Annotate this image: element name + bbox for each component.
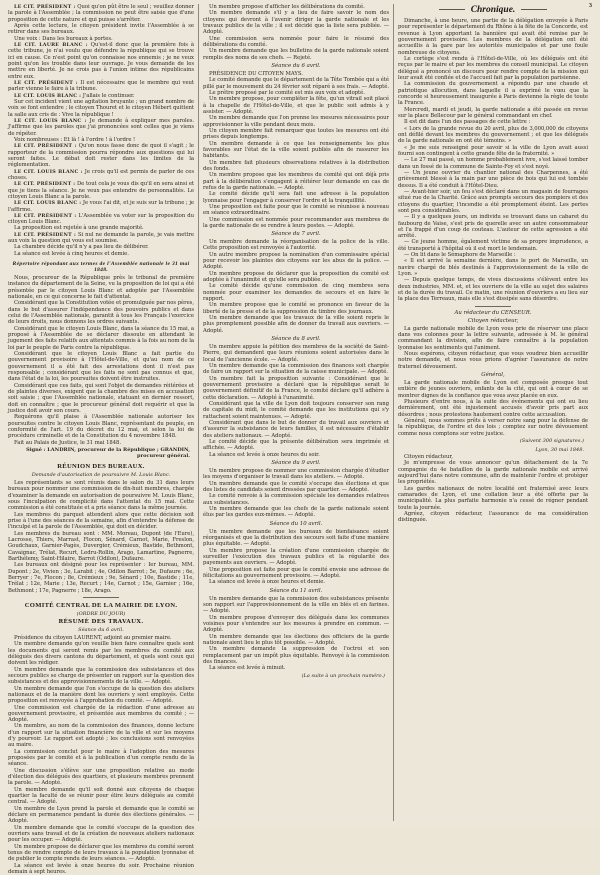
- paragraph-text: Un membre propose la création d'une commission chargée de surveiller l'exécution des travaux publics et la régularité des payements aux ouvriers. — Adopté.: [203, 547, 389, 567]
- speaker-label: LE CIT. PRÉSIDENT :: [14, 212, 77, 219]
- session-heading: Séance du 6 avril.: [271, 62, 321, 69]
- paragraph: [203, 77, 389, 90]
- paragraph: [8, 667, 194, 686]
- section-heading: RÉUNION DES BUREAUX.: [57, 462, 145, 470]
- paragraph-text: Général, nous sommes prêts à verser notre sang pour la défense de la république, de l'ordre et des lois ; comptez sur notre dévouement comme nous comptons sur votre justice.: [398, 418, 588, 437]
- paragraph-text: Plusieurs d'entre nous, à la suite des événements qui ont eu lieu dernièrement, ont été injustement accusés d'avoir pris part aux désordres ; nous protestons hautement contre cette accusation.: [398, 399, 588, 418]
- paragraph-text: Un membre propose d'afficher les délibérations du comité.: [209, 4, 365, 10]
- paragraph: [203, 302, 389, 315]
- paragraph-group: [203, 344, 389, 458]
- paragraph-group: [398, 18, 588, 303]
- speaker-label: LE CIT. LOUIS BLANC :: [14, 168, 83, 175]
- paragraph-group: [8, 275, 194, 446]
- paragraph-text: « Je me suis renseigné pour savoir si la ville de Lyon avait aussi fourni son contingent à cette grande fête de la fraternité. »: [398, 144, 588, 157]
- paragraph-text: L'Assemblée va voter sur la proposition du citoyen Louis Blanc.: [8, 212, 194, 226]
- paragraph-text: Une voix : Dans les bureaux à portes.: [14, 35, 113, 42]
- paragraph-text: Un membre fait la proposition suivante : Considérant que le gouvernement provisoire a déclaré que la république serait le gouvernement définitif de la France, le comité déclare qu'il adhère à cette déclaration. — Adopté à l'unanimité.: [203, 375, 389, 401]
- title-ornament: [439, 9, 465, 10]
- paragraph-text: Mercredi, mardi et jeudi, la garde nationale a été passée en revue sur la place Bellecour par le général commandant en chef.: [398, 106, 588, 119]
- paragraph-text: Un membre demande la réorganisation de la police de la ville. Cette proposition est renvoyée à l'autorité.: [203, 239, 389, 252]
- paragraph: [8, 480, 194, 512]
- paragraph: [398, 277, 588, 302]
- paragraph: [203, 579, 389, 585]
- paragraph-text: Après cette lecture, le citoyen président invite l'Assemblée à se retirer dans ses bureaux.: [8, 22, 194, 36]
- paragraph-text: Les gardes nationaux de notre localité ont fraternisé avec leurs camarades de Lyon, et une collation leur a été offerte par la municipalité. La plus parfaite harmonie n'a cessé de régner pendant toute la journée.: [398, 485, 588, 511]
- paragraph-text: Je m'empresse de vous annoncer qu'un détachement de la 7e compagnie du 4e bataillon de la garde nationale mobile est arrivé aujourd'hui dans notre commune, afin de maintenir l'ordre et protéger les propriétés.: [398, 460, 588, 486]
- paragraph-text: La séance est levée à onze heures et demie.: [209, 579, 325, 586]
- paragraph-text: Un membre demande à ce que les renseignements les plus favorables sur l'état de la ville soient publiés afin de rassurer les habitants.: [203, 140, 389, 160]
- date-line: Lyon, 30 mai 1848.: [535, 447, 584, 454]
- paragraph-text: Considérant que la ville de Lyon doit toujours conserver son rang de capitale du midi, le comité demande que les institutions qui s'y rattachent soient maintenues. — Adopté.: [203, 401, 389, 420]
- paragraph: [8, 300, 194, 325]
- paragraph: [203, 363, 389, 376]
- paragraph-text: Un membre de Lyon prend la parole et demande que le comité se déclare en permanence pendant la durée des élections générales. — Adopté.: [8, 805, 194, 825]
- paragraph: [398, 170, 588, 189]
- paragraph-text: Le prêtre proposé par le comité est mis aux voix et adopté.: [209, 89, 365, 96]
- speaker-label: LE CIT. LAURE BLANC :: [14, 41, 88, 48]
- paragraph: [8, 749, 194, 768]
- paragraph-text: Nous espérons, citoyen rédacteur, que vous voudrez bien accueillir notre demande, et nous vous prions d'agréer l'assurance de notre fraternel dévouement.: [398, 351, 588, 370]
- paragraph: [398, 214, 588, 239]
- speaker-label: LE CIT. PRÉSIDENT :: [14, 181, 76, 188]
- continuation-note: (La suite à un prochain numéro.): [301, 672, 385, 679]
- paragraph-text: La chambre décide qu'il n'y a pas lieu de délibérer.: [14, 244, 149, 251]
- column-middle: [203, 4, 389, 821]
- paragraph-text: Qu'on nous fasse donc de quoi il s'agit ; le rapporteur de la commission pourra répondre aux questions qui lui seront faites. Le débat doit rester dans les limites de la réglementation.: [8, 143, 195, 169]
- paragraph-text: Le comité demande que le département de la Tête Tombée qui a été pillé par le mouvement du 24 février soit réparé à ses frais. — Adopté.: [203, 77, 389, 90]
- paragraph-group: [8, 4, 194, 257]
- paragraph: [8, 440, 194, 446]
- paragraph-text: Un membre demande que les bureaux de bienfaisance soient réorganisés et que la distribution des secours soit faite d'une manière plus équitable. — Adopté.: [203, 528, 389, 548]
- paragraph-text: Le comité renvoie à la commission spéciale les demandes relatives aux subsistances.: [203, 493, 389, 506]
- paragraph: [203, 634, 389, 647]
- paragraph: [203, 596, 389, 615]
- paragraph-text: La séance est levée à minuit.: [209, 665, 286, 672]
- session-heading: Séance du 7 avril.: [271, 231, 321, 238]
- session-heading: Séance du 8 avril.: [271, 336, 321, 343]
- paragraph-text: Considérant que le citoyen Louis Blanc a fait partie du gouvernement provisoire à l'Hôtel-de-Ville, et qu'au nom de ce gouvernement il a été fait des arrestations dont il n'est pas responsable ; considérant que les faits ne sont pas connus et que, dans l'état de la loi, les poursuites doivent être instruites.: [8, 351, 194, 383]
- paragraph: [8, 531, 194, 563]
- paragraph-text: Je vous l'ai dit, et je suis sur la tribune ; je l'affirme.: [8, 200, 194, 213]
- paragraph-group: [203, 468, 389, 519]
- section-heading: RÉSUMÉ DES TRAVAUX.: [58, 618, 144, 625]
- paragraph: [8, 80, 194, 93]
- paragraph-text: La séance est levée à onze heures du soir. Prochaine réunion demain à sept heures.: [8, 862, 194, 875]
- paragraph-text: Si nul ne demande la parole, je vais mettre aux voix la question qui vous est soumise.: [8, 231, 195, 245]
- paragraph: [203, 191, 389, 204]
- paragraph-group: [203, 239, 389, 334]
- separator: [83, 597, 119, 598]
- speaker-label: LE CIT. PRÉSIDENT :: [14, 79, 78, 86]
- paragraph-text: — Il y a quelques jours, un individu se trouvant dans un cabaret du faubourg de Vaise, s'est pris de querelle avec un autre consommateur et l'a frappé d'un coup de couteau. L'auteur de cette agression a été arrêté.: [398, 214, 588, 240]
- paragraph-text: Un membre demande que les bulletins de la garde nationale soient remplis des noms de ses chefs. — Rejeté.: [203, 48, 389, 61]
- paragraph: [8, 686, 194, 705]
- paragraph: [203, 665, 389, 671]
- paragraph-text: Un membre propose d'envoyer des délégués dans les communes voisines pour s'entendre sur les mesures à prendre en commun. — Adopté.: [203, 614, 389, 634]
- paragraph-text: La commission conclut pour le maire à l'adoption des mesures proposées par le comité et à la publication d'un compte rendu de la séance.: [8, 748, 194, 768]
- paragraph-text: Un membre demande la suppression de l'octroi et son remplacement par un impôt plus équitable. Renvoyé à la commission des finances.: [203, 646, 389, 665]
- paragraph-text: Un membre demande qu'il soit donné aux citoyens de chaque quartier la faculté de se réunir pour élire leurs délégués au comité central. — Adopté.: [8, 786, 194, 806]
- speaker-label: LE CIT. LOUIS BLANC :: [14, 92, 82, 99]
- paragraph-text: Citoyen rédacteur,: [404, 454, 453, 461]
- paragraph-text: La garde nationale mobile de Lyon est composée presque tout entière de jeunes ouvriers, enfants de la cité, qui ont à cœur de se montrer dignes de la confiance que vous avez placée en eux.: [398, 380, 588, 399]
- paragraph: [203, 252, 389, 271]
- column-divider: [198, 4, 199, 821]
- paragraph: [203, 115, 389, 128]
- paragraph: [8, 863, 194, 875]
- paragraph: [8, 705, 194, 724]
- paragraph: [398, 351, 588, 370]
- paragraph-group: [8, 635, 194, 875]
- paragraph-text: « Lors de la grande revue du 20 avril, plus de 3,000,000 de citoyens ont défilé devant les membres du gouvernement ; et que les délégués de la garde nationale en ont été témoins. »: [398, 125, 588, 145]
- paragraph-text: Un membre demande que l'on prenne les mesures nécessaires pour approvisionner la ville pendant deux mois.: [203, 115, 389, 128]
- paragraph-text: Un membre demande que la commission des finances soit chargée de faire un rapport sur la situation de la caisse municipale. — Adopté.: [203, 363, 389, 376]
- paragraph-text: Requérons qu'il plaise à l'Assemblée nationale autoriser les poursuites contre le citoyen Louis Blanc, représentant du peuple, en conformité de l'art. 19 du décret du 12 mai, et selon la loi de procédure criminelle et de la Constitution du 4 novembre 1848.: [8, 414, 194, 440]
- paragraph-text: La séance est levée à cinq heures et demie.: [14, 250, 129, 257]
- paragraph: [203, 420, 389, 439]
- paragraph-text: Nous, procureur de la République près le tribunal de première instance du département de la Seine, vu la proposition de loi qui a été présentée par le citoyen Louis Blanc et adoptée par l'Assemblée nationale, en ce qui concerne le fait d'attentat.: [8, 275, 194, 301]
- paragraph: [8, 351, 194, 383]
- paragraph-text: Le comité décide qu'une commission de cinq membres sera nommée pour examiner les demandes de secours et en faire le rapport.: [203, 283, 389, 303]
- paragraph: [398, 460, 588, 485]
- paragraph: [203, 646, 389, 665]
- paragraph-text: Le comité décide que la présente délibération sera imprimée et affichée. — Adopté.: [203, 439, 389, 452]
- paragraph-text: Considérant que dans le but de donner du travail aux ouvriers et d'assurer la subsistance de leurs familles, il est nécessaire d'établir des ateliers nationaux. — Adopté.: [203, 420, 389, 439]
- paragraph: [8, 641, 194, 666]
- paragraph: [203, 376, 389, 401]
- paragraph-text: Il est dit dans l'un des passages de cette lettre :: [404, 119, 531, 126]
- paragraph: [398, 107, 588, 120]
- paragraph-text: Le cortège s'est rendu à l'Hôtel-de-Ville, où les délégués ont été reçus par le maire et par les membres du conseil municipal. Le citoyen délégué a prononcé un discours pour rendre compte de la mission qui leur avait été confiée et de l'accueil fait par la population parisienne.: [398, 55, 588, 81]
- paragraph: [398, 126, 588, 145]
- paragraph-text: Je demande à expliquer mes paroles. J'affirme que les paroles que j'ai prononcées sont celles que je viens de répéter.: [8, 117, 195, 137]
- paragraph: [203, 239, 389, 252]
- paragraph: [8, 326, 194, 351]
- paragraph-text: Un membre demande s'il y a lieu de faire savoir le nom des citoyens qui devront à l'avenir diriger la garde nationale et les travaux publics de la ville ; il est décidé que la liste sera publiée. — Adopté.: [203, 10, 389, 36]
- paragraph-text: Considérant que la Constitution votée et promulguée par nos pères, dans le but d'assurer l'indépendance des pouvoirs publics et dans celui de l'Assemblée nationale, garantit à tous les Français l'exercice de leurs droits, nous donnons les ordres suivants.: [8, 300, 194, 326]
- paragraph-text: Les bureaux ont désigné pour les représenter : Ier bureau, MM. Dupont ; 2e, Vivien ; 3e, Larabit ; 4e, Odilon Barrot ; 5e, Dufaure ; 6e, Berryer ; 7e, Flocon ; 8e, Crémieux ; 9e, Sénard ; 10e, Bastide ; 11e, Trélat ; 12e, Marie ; 13e, Recurt ; 14e, Carnot ; 15e, Garnier ; 16e, Bethmont ; 17e, Pagnerre ; 18e, Arago.: [8, 562, 194, 594]
- paragraph-group: [203, 529, 389, 586]
- paragraph-text: Un membre propose, pour compléter la fête, qu'un vitrail soit placé à la chapelle de l'Hôtel-de-Ville, et que le public soit admis à y assister. — Adopté.: [203, 96, 389, 115]
- paragraph: [398, 380, 588, 399]
- paragraph-text: La garde nationale mobile de Lyon vous prie de réserver une place dans vos colonnes pour la lettre suivante, adressée à M. le général commandant la division, afin de faire connaître à la population lyonnaise les sentiments qui l'animent.: [398, 325, 588, 351]
- paragraph-text: Un membre propose de nommer une commission chargée d'étudier les moyens d'organiser le travail dans les ateliers. — Adopté.: [203, 467, 389, 481]
- signature: Signé : LANDRIN, procureur de la République ; GRANDIN, procureur général.: [26, 446, 190, 459]
- paragraph: [8, 181, 194, 200]
- paragraph-text: Dimanche, à une heure, une partie de la délégation envoyée à Paris pour représenter le département du Rhône à la fête de la Concorde, est revenue à Lyon apportant la bannière qui avait été remise par le gouvernement provisoire. Les membres de la délégation ont été accueillis à la gare par les autorités municipales et par une foule nombreuse de citoyens.: [398, 18, 588, 56]
- title-ornament: [521, 9, 547, 10]
- paragraph-text: — Un jeune ouvrier du chantier national des Charpennes, a été grièvement blessé à la main par une pièce de bois qui lui est tombée dessus. Il a été conduit à l'Hôtel-Dieu.: [398, 169, 588, 189]
- paragraph-text: Les représentants se sont réunis dans le salon du 31 dans leurs bureaux pour nommer une commission de dix-huit membres, chargée d'examiner la demande en autorisation de poursuivre M. Louis Blanc, sous l'inculpation de complicité dans l'attentat du 15 mai. Cette commission a été constituée et a pris séance dans la même journée.: [8, 479, 194, 512]
- column-right: [398, 4, 588, 821]
- paragraph-text: Présidence du citoyen LAURENT, adjoint au premier maire.: [14, 634, 172, 641]
- paragraph-text: Un membre demande que le comité s'occupe de la question des ouvriers sans travail et de la création de nouveaux ateliers nationaux pour les occuper. — Adopté.: [8, 824, 194, 844]
- paragraph: [203, 217, 389, 230]
- paragraph: [398, 486, 588, 511]
- paragraph-group: [398, 326, 588, 370]
- paragraph: [8, 23, 194, 36]
- paragraph: [8, 414, 194, 439]
- paragraph: [398, 239, 588, 252]
- paragraph: [398, 56, 588, 81]
- paragraph: [203, 452, 389, 458]
- paragraph-text: La séance est levée à onze heures du soir.: [209, 451, 320, 458]
- chronique-title-text: Chronique.: [470, 5, 516, 15]
- paragraph-text: Une proposition est faite pour que le comité se réunisse à nouveau en séance extraordinaire.: [203, 203, 389, 217]
- paragraph-text: Un membre demande que les travaux de la ville soient repris le plus promptement possible afin de donner du travail aux ouvriers. — Adopté.: [203, 315, 389, 334]
- paragraph: [203, 172, 389, 191]
- paragraph-text: Considérant que le citoyen Louis Blanc, dans la séance du 15 mai, a proposé à l'Assemblée de se déclarer dissoute en attendant le jugement des faits relatifs aux attentats commis à la fois au nom de la loi par le peuple de Paris contre la république.: [8, 325, 194, 351]
- paragraph-text: Un autre membre propose la nomination d'un commissaire spécial pour recevoir les plaintes des citoyens sur les abus de la police. — Adopté.: [203, 251, 389, 271]
- paragraph-text: Une commission est nommée pour recommander aux membres de la garde nationale de se rendre à leurs postes. — Adopté.: [203, 216, 389, 229]
- paragraph: [8, 213, 194, 226]
- paragraph: [8, 99, 194, 118]
- paragraph-text: — Ce jeune homme, également victime de sa propre imprudence, a été transporté à l'hôpital où il est mort le lendemain.: [398, 239, 588, 252]
- paragraph-group: [398, 380, 588, 437]
- paragraph-text: Le comité décide qu'il sera fait une adresse à la population lyonnaise pour l'engager à conserver l'ordre et la tranquillité.: [203, 191, 389, 204]
- paragraph: [203, 548, 389, 567]
- paragraph: [8, 169, 194, 182]
- paragraph: [203, 439, 389, 452]
- paragraph-text: — Le 27 mai passé, un homme probablement ivre, s'est laissé tomber dans un fossé de la commune de Sainte-Foy et s'est noyé.: [398, 157, 588, 170]
- paragraph-text: Un membre fait plusieurs observations relatives à la distribution des fonds.: [203, 159, 389, 172]
- paragraph-text: Un membre demande que la commission des subsistances présente son rapport sur l'approvisionnement de la ville en blés et en farines. — Adopté.: [203, 595, 389, 615]
- paragraph: [203, 615, 389, 634]
- paragraph: [8, 200, 194, 213]
- paragraph: [203, 529, 389, 548]
- paragraph: [203, 36, 389, 49]
- column-left: [8, 4, 195, 875]
- speaker-label: LE CIT. PRÉSIDENT :: [14, 4, 76, 10]
- paragraph-text: Un membre demande que les chefs de la garde nationale soient élus par les gardes eux-mêmes. — Adopté.: [203, 505, 389, 519]
- separator: [475, 306, 511, 307]
- paragraph: [8, 844, 194, 863]
- paragraph: [8, 275, 194, 300]
- paragraph-text: Voix nombreuses : Et là ! à l'ordre ! à l'ordre !: [14, 136, 136, 143]
- paragraph: [398, 511, 588, 524]
- paragraph: [8, 251, 194, 257]
- paragraph: [203, 204, 389, 217]
- paragraph: [398, 326, 588, 351]
- session-heading: Séance du 11 avril.: [269, 587, 323, 594]
- paragraph: [398, 18, 588, 56]
- letter-salutation: Citoyen rédacteur,: [467, 317, 519, 324]
- speaker-label: LE CIT. PRÉSIDENT :: [14, 143, 77, 150]
- paragraph-text: Un membre propose que le comité se prononce en faveur de la liberté de la presse et de la suppression du timbre des journaux.: [203, 302, 389, 315]
- paragraph: [398, 157, 588, 170]
- paragraph: [8, 512, 194, 531]
- paragraph-text: Fait au Palais de Justice, le 31 mai 1848.: [14, 439, 121, 446]
- letter-signatures: (Suivent 300 signatures.): [519, 438, 584, 445]
- session-heading: Séance du 10 avril.: [269, 520, 323, 527]
- chronique-title: [398, 5, 588, 15]
- section-subheading: (ORDRE DU JOUR): [76, 610, 126, 617]
- paragraph: [8, 806, 194, 825]
- paragraph-text: Un membre demande que le comité s'occupe des élections et que des listes de candidats soient dressées par quartier. — Adopté.: [203, 480, 389, 493]
- paragraph: [8, 723, 194, 748]
- paragraph: [203, 96, 389, 115]
- letter-greeting: Général,: [481, 372, 505, 379]
- paragraph: [8, 232, 194, 245]
- paragraph: [203, 10, 389, 35]
- paragraph: [203, 401, 389, 420]
- paragraph-group: [203, 71, 389, 229]
- paragraph: [8, 118, 194, 137]
- section-subheading: Demande d'autorisation de poursuivre M. Louis Blanc.: [31, 471, 171, 478]
- paragraph-text: La commission du gouvernement a répondu par une chaude et patriotique allocution, dans laquelle il a exprimé le vœu que la concorde si heureusement inaugurée à Paris devienne la règle de toute la France.: [398, 81, 588, 107]
- paragraph-text: Un membre, au nom de la commission des finances, donne lecture d'un rapport sur la situation financière de la ville et sur les moyens d'y pourvoir. Le rapport est adopté ; les conclusions sont renvoyées au maire.: [8, 723, 194, 749]
- paragraph: [203, 283, 389, 302]
- paragraph: [203, 160, 389, 173]
- paragraph: [203, 468, 389, 481]
- paragraph-text: La proposition est rejetée à une grande majorité.: [14, 225, 144, 232]
- paragraph-text: Un membre propose de déclarer que les membres du comité seront tenus de rendre compte de leurs travaux à la population lyonnaise et de publier le compte rendu de leurs séances. — Adopté.: [8, 843, 194, 863]
- paragraph-text: Un membre demande que la commission des subsistances et des secours publics se charge de présenter un rapport sur la question des subsistances et des approvisionnements de la ville. — Adopté.: [8, 666, 194, 686]
- paragraph: [398, 189, 588, 214]
- paragraph: [8, 143, 194, 168]
- paragraph-text: Un membre appuie la pétition des membres de la société de Saint-Pierre, qui demandent que leurs réunions soient autorisées dans le local de l'ancienne école. — Adopté.: [203, 344, 389, 363]
- paragraph: [203, 481, 389, 494]
- paragraph: [8, 562, 194, 594]
- paragraph-text: Un membre demande que les élections des officiers de la garde nationale aient lieu le plus tôt possible. — Adopté.: [203, 633, 389, 646]
- paragraph: [398, 145, 588, 158]
- paragraph-text: Un membre propose de déclarer que la proposition du comité est adoptée à l'unanimité et qu'elle sera publiée.: [203, 270, 389, 284]
- paragraph-text: Agréez, citoyen rédacteur, l'assurance de ma considération distinguée.: [398, 510, 588, 524]
- paragraph-text: — On lit dans le Sémaphore de Marseille :: [404, 252, 516, 259]
- paragraph-text: Un membre demande qu'on veuille bien faire connaître quels sont les documents qui seront remis par les membres du comité aux délégués des divers cantons du département, et quels sont ceux qui doivent les rédiger.: [8, 641, 194, 667]
- paragraph: [203, 493, 389, 506]
- paragraph-text: Une discussion s'élève sur une proposition relative au mode d'élection des délégués des quartiers, et plusieurs membres prennent la parole. — Adopté.: [8, 767, 194, 787]
- page-number: 3: [589, 3, 592, 9]
- paragraph: [203, 506, 389, 519]
- paragraph-text: PRÉSIDENCE DU CITOYEN MAYS.: [209, 70, 303, 77]
- paragraph-text: Les membres du bureau sont : MM. Moreau, Dupont (de l'Eure), Lacrosse, Thiers, Marrast, Flocon, Sénard, Carnot, Marie, Freslon, Goudchaux, Garnier-Pagès, Duvergier, Crémieux, Bastide, Bethmont, Cavaignac, Trélat, Recurt, Ledru-Rollin, Arago, Lamartine, Pagnerre, Barthélemy, Saint-Hilaire, Barrot (Odilon), Dufaure.: [8, 530, 194, 562]
- paragraph-text: Une proposition est faite pour que le comité envoie une adresse de félicitations au gouvernement provisoire. — Adopté.: [203, 566, 389, 579]
- paragraph-group: [398, 454, 588, 524]
- paragraph: [8, 787, 194, 806]
- paragraph-text: De tout cela je vous dis qu'il en sera ainsi et que je tiens la séance. Je ne veux pas entendre de personnalités. Le citoyen Louis Blanc a la parole.: [8, 181, 195, 200]
- paragraph-text: — Avant-hier soir, un feu s'est déclaré dans un magasin de fourrages situé rue de la Charité. Grâce aux prompts secours des pompiers et des citoyens du quartier, l'incendie a été promptement éteint. Les pertes sont peu considérables.: [398, 188, 588, 214]
- paragraph: [8, 768, 194, 787]
- paragraph: [203, 48, 389, 61]
- paragraph-text: Il est nécessaire que le membre qui veut parler vienne le faire à la tribune.: [8, 79, 194, 93]
- speaker-label: LE CIT. LOUIS BLANC :: [14, 117, 87, 124]
- paragraph: [398, 399, 588, 418]
- section-subheading: Séance du 6 avril.: [78, 626, 124, 633]
- paragraph: [203, 128, 389, 141]
- paragraph: [8, 4, 194, 23]
- paragraph-text: Une commission est chargée de la rédaction d'une adresse au gouvernement provisoire, et présentée aux membres du comité ; — Adopté.: [8, 704, 194, 724]
- paragraph-text: Qu'est-il donc que la première fois à cette tribune, je n'ai voulu que défendre la république qui se trouve ici en cause. Ce n'est point qu'on connaisse nos ennemis ; je ne veux point qu'on les trouble dans leur ouvrage. Je vous demande de les mettre en liberté. Je ne crois pas à l'union intime des républicains entre eux.: [8, 41, 194, 80]
- paragraph-text: Considérant que ces faits, qui sont l'objet de demandes réitérées et de plaintes diverses, exigent que la chambre des mises en accusation soit saisie ; que l'Assemblée nationale, statuant en dernier ressort, doit en connaître ; que le procureur général doit requérir et que la justice doit avoir son cours.: [8, 382, 194, 415]
- paragraph: [203, 567, 389, 580]
- paragraph: [8, 825, 194, 844]
- speaker-label: LE CIT. LOUIS BLANC :: [14, 200, 82, 207]
- paragraph: [398, 258, 588, 277]
- paragraph: [8, 42, 194, 80]
- paragraph-group: [203, 4, 389, 61]
- section-heading: Répertoire répondant aux termes de l'Assemblée nationale le 31 mai 1848.: [12, 261, 190, 274]
- paragraph: [398, 81, 588, 106]
- paragraph-text: Une commission sera nommée pour faire le résumé des délibérations du comité.: [203, 35, 389, 48]
- paragraph-text: Je crois qu'il est permis de parler de ces choses.: [8, 168, 195, 181]
- paragraph-text: Les membres du parquet attendent alors que cette décision soit prise à l'une des séances de la semaine, afin d'entendre la défense de l'inculpé et la parole de l'Assemblée, qui doit en décider.: [8, 511, 194, 531]
- paragraph-group: [8, 480, 194, 594]
- paragraph: [398, 418, 588, 437]
- paragraph-text: Un citoyen membre fait remarquer que toutes les mesures ont été prises depuis longtemps.: [203, 127, 389, 141]
- paragraph-text: Quoi qu'on pût être le seul ; veuillez donner la parole à l'Assemblée ; la commission ne peut être saisie que d'une proposition de cette nature et qui puisse s'arrêter.: [8, 4, 194, 23]
- paragraph-text: Sur cet incident vient une agitation bruyante ; un grand nombre de voix se font entendre ; le citoyen Thouret et le citoyen Hébert quittent la salle aux cris de : Vive la république !: [8, 98, 194, 118]
- paragraph-group: [203, 596, 389, 672]
- paragraph: [203, 141, 389, 160]
- paragraph-text: Un membre propose que les membres du comité qui ont déjà pris part à la délibération s'engagent à réitérer leur demande en cas de refus de la garde nationale. — Adopté.: [203, 172, 389, 191]
- paragraph-text: J'allais le continuer.: [82, 92, 135, 99]
- speaker-label: LE CIT. PRÉSIDENT :: [14, 231, 77, 238]
- column-divider: [393, 4, 394, 821]
- session-heading: Séance du 9 avril.: [271, 459, 321, 466]
- paragraph-text: Un membre demande que l'on s'occupe de la question des ateliers nationaux et de la manière dont les ouvriers y sont employés. Cette proposition est renvoyée à l'approbation du comité. — Adopté.: [8, 685, 194, 705]
- paragraph: [8, 383, 194, 415]
- paragraph-text: — Depuis quelque temps, de vives discussions s'élèvent entre les deux industries, MM. et, et les ouvriers de la ville au sujet des salaires et de la durée du travail. Ce matin, une réunion d'ouvriers a eu lieu sur la place des Terreaux, mais elle s'est dissipée sans désordre.: [398, 277, 588, 303]
- paragraph: [203, 344, 389, 363]
- paragraph: [203, 271, 389, 284]
- section-heading: COMITÉ CENTRAL DE LA MAIRIE DE LYON.: [24, 601, 178, 609]
- letter-heading: Au rédacteur du CENSEUR.: [454, 309, 532, 316]
- paragraph-text: « Il est arrivé la semaine dernière, dans le port de Marseille, un navire chargé de blés destinés à l'approvisionnement de la ville de Lyon. »: [398, 258, 588, 278]
- paragraph: [203, 315, 389, 334]
